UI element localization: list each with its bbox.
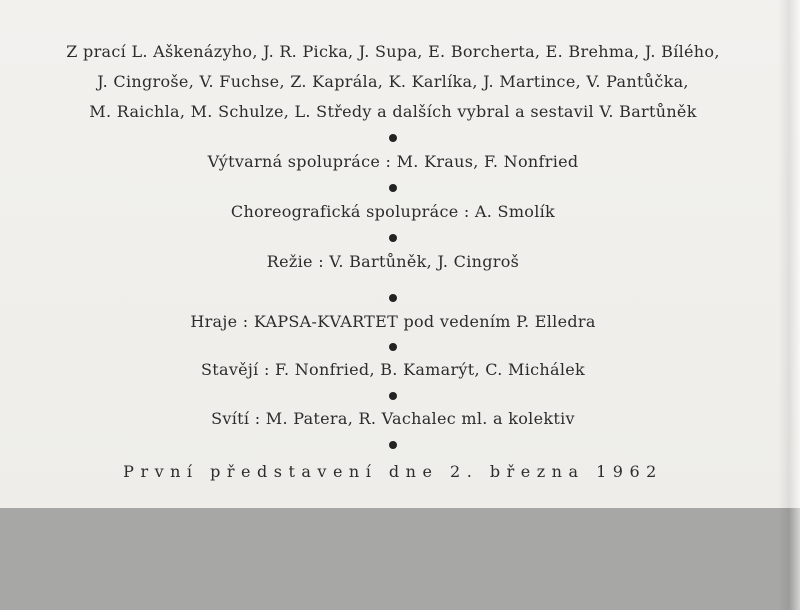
separator-bullet [389, 134, 397, 142]
authors-line-3: M. Raichla, M. Schulze, L. Středy a dalších vybral a sestavil V. Bartůněk [89, 102, 697, 121]
art-collaboration-line: Výtvarná spolupráce : M. Kraus, F. Nonfried [207, 152, 579, 171]
separator-bullet [389, 184, 397, 192]
separator-bullet [389, 234, 397, 242]
music-line: Hraje : KAPSA-KVARTET pod vedením P. Elledra [190, 312, 596, 331]
direction-line: Režie : V. Bartůněk, J. Cingroš [266, 252, 520, 271]
authors-line-2: J. Cingroše, V. Fuchse, Z. Kaprála, K. Karlíka, J. Martince, V. Pantůčka, [97, 72, 689, 91]
page-spine-shadow [778, 0, 800, 610]
separator-bullet [389, 294, 397, 302]
separator-bullet [389, 392, 397, 400]
folded-page-edge [0, 508, 800, 610]
premiere-date-line: První představení dne 2. března 1962 [123, 462, 663, 481]
lighting-line: Svítí : M. Patera, R. Vachalec ml. a kolektiv [211, 409, 575, 428]
stage-build-line: Stavějí : F. Nonfried, B. Kamarýt, C. Michálek [200, 360, 586, 379]
separator-bullet [389, 441, 397, 449]
authors-line-1: Z prací L. Aškenázyho, J. R. Picka, J. Supa, E. Borcherta, E. Brehma, J. Bílého, [66, 42, 720, 61]
separator-bullet [389, 343, 397, 351]
choreography-line: Choreografická spolupráce : A. Smolík [230, 202, 556, 221]
